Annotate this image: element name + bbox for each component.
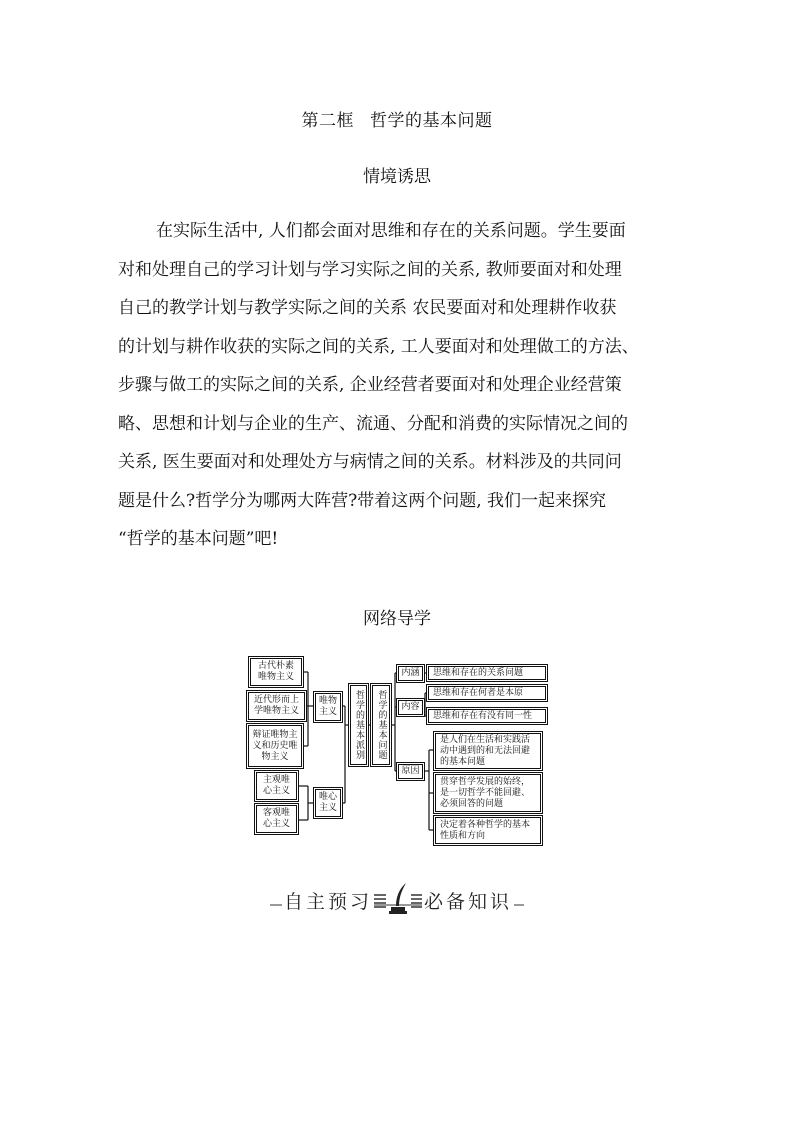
map-node-aspect-reason: 原因 <box>398 764 423 779</box>
paragraph-line: 对和处理自己的学习计划与学习实际之间的关系, 教师要面对和处理 <box>118 259 622 280</box>
page-title: 第二框 哲学的基本问题 <box>301 111 493 131</box>
section-heading-situation: 情境诱思 <box>363 167 431 187</box>
paragraph-line: 在实际生活中, 人们都会面对思维和存在的关系问题。学生要面 <box>156 221 626 241</box>
quill-pen-icon <box>388 882 410 916</box>
map-node-two-camps: 哲学的基本派别 <box>350 685 367 765</box>
paragraph-line: 自己的教学计划与教学实际之间的关系 农民要面对和处理耕作收获 <box>118 298 617 318</box>
map-node-objective-idealism: 客观唯心主义 <box>256 805 297 833</box>
map-node-aspect-content: 内涵 <box>398 666 423 681</box>
map-node-reason-3: 决定着各种哲学的基本性质和方向 <box>435 817 541 844</box>
map-node-inner-detail-origin: 思维和存在何者是本原 <box>428 686 546 700</box>
paragraph-line: 关系, 医生要面对和处理处方与病情之间的关系。材料涉及的共同问 <box>118 452 622 472</box>
paragraph-line: “哲学的基本问题”吧! <box>118 529 279 549</box>
map-node-inner-detail-identity: 思维和存在有没有同一性 <box>428 709 546 723</box>
map-node-dialectical-materialism: 辩证唯物主义和历史唯物主义 <box>248 725 302 767</box>
paragraph-line: 步骤与做工的实际之间的关系, 企业经营者要面对和处理企业经营策 <box>118 375 622 395</box>
map-node-idealism: 唯心主义 <box>315 789 341 817</box>
section-heading-network: 网络导学 <box>363 609 431 629</box>
map-node-basic-question: 哲学的基本问题 <box>372 685 390 765</box>
map-node-subjective-idealism: 主观唯心主义 <box>256 772 297 800</box>
map-node-materialism: 唯物主义 <box>315 693 341 721</box>
map-node-metaphysical-materialism: 近代形而上学唯物主义 <box>248 692 305 720</box>
map-node-content-detail: 思维和存在的关系问题 <box>428 666 546 680</box>
intro-paragraph <box>118 212 678 559</box>
concept-map <box>245 653 550 858</box>
paragraph-line: 略、思想和计划与企业的生产、流通、分配和消费的实际情况之间的 <box>118 413 628 434</box>
section-banner <box>270 882 524 918</box>
paragraph-line: 的计划与耕作收获的实际之间的关系, 工人要面对和处理做工的方法、 <box>118 336 639 357</box>
map-node-reason-2: 贯穿哲学发展的始终，是一切哲学不能回避、必须回答的问题 <box>435 774 541 812</box>
banner-right-text: 必备知识 <box>422 887 514 914</box>
map-node-aspect-inner: 内容 <box>398 700 423 715</box>
banner-stripes-left <box>374 894 386 908</box>
map-node-ancient-materialism: 古代朴素唯物主义 <box>250 658 302 686</box>
paragraph-line: 题是什么?哲学分为哪两大阵营?带着这两个问题, 我们一起来探究 <box>118 490 607 511</box>
map-node-reason-1: 是人们在生活和实践活动中遇到的和无法回避的基本问题 <box>435 733 541 769</box>
banner-left-text: 自主预习 <box>282 887 374 914</box>
